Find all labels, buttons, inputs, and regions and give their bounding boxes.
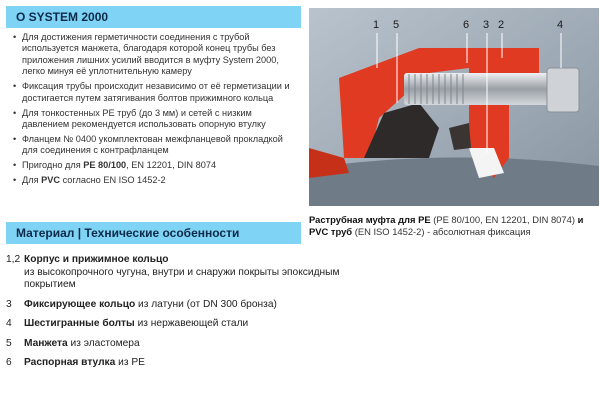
part-item: 5 Манжета из эластомера [6, 337, 140, 349]
coupling-cutaway-drawing [309, 8, 599, 206]
callout-label: 3 [483, 19, 490, 31]
feature-list [10, 32, 300, 190]
part-item: 3 Фиксирующее кольцо из латуни (от DN 300 бронза) [6, 298, 277, 310]
feature-item: • Для тонкостенных PE труб (до 3 мм) и сетей с низким давлением рекомендуется использовать опорную втулку [10, 108, 300, 131]
section-header-system: О SYSTEM 2000 [6, 6, 301, 28]
callout-label: 1 [373, 19, 380, 31]
part-item: 6 Распорная втулка из PE [6, 357, 145, 368]
feature-item: • Для PVC согласно EN ISO 1452-2 [10, 175, 300, 186]
callout-label: 6 [463, 19, 470, 31]
figure-caption: Раструбная муфта для PE (PE 80/100, EN 12201, DIN 8074) и PVC труб (EN ISO 1452-2) - абсолютная фиксация [309, 214, 584, 237]
feature-item: • Для достижения герметичности соединения с трубой используется манжета, благодаря которой конец трубы без приложения лишних усилий вводится в муфту System 2000, легко минуя её уплотнительную камеру [10, 32, 300, 78]
callout-label: 4 [557, 19, 564, 31]
feature-item: • Фланцем № 0400 укомплектован межфланцевой прокладкой для соединения с контрафланцем [10, 134, 300, 157]
callout-label: 5 [393, 19, 400, 31]
bolt-head [547, 68, 579, 112]
callout-label: 2 [498, 19, 505, 31]
parts-list [6, 254, 366, 377]
coupling-cutaway-image [309, 8, 599, 206]
feature-item: • Пригодно для PE 80/100, EN 12201, DIN 8074 [10, 160, 300, 171]
part-item: 1,2 Корпус и прижимное кольцо из высокопрочного чугуна, внутри и снаружи покрыты эпоксидным покрытием [6, 254, 340, 290]
part-item: 4 Шестигранные болты из нержавеющей стали [6, 318, 249, 329]
section-header-material: Материал | Технические особенности [6, 222, 301, 244]
feature-item: • Фиксация трубы происходит независимо от её герметизации и достигается путем затягивания болтов прижимного кольца [10, 81, 300, 104]
